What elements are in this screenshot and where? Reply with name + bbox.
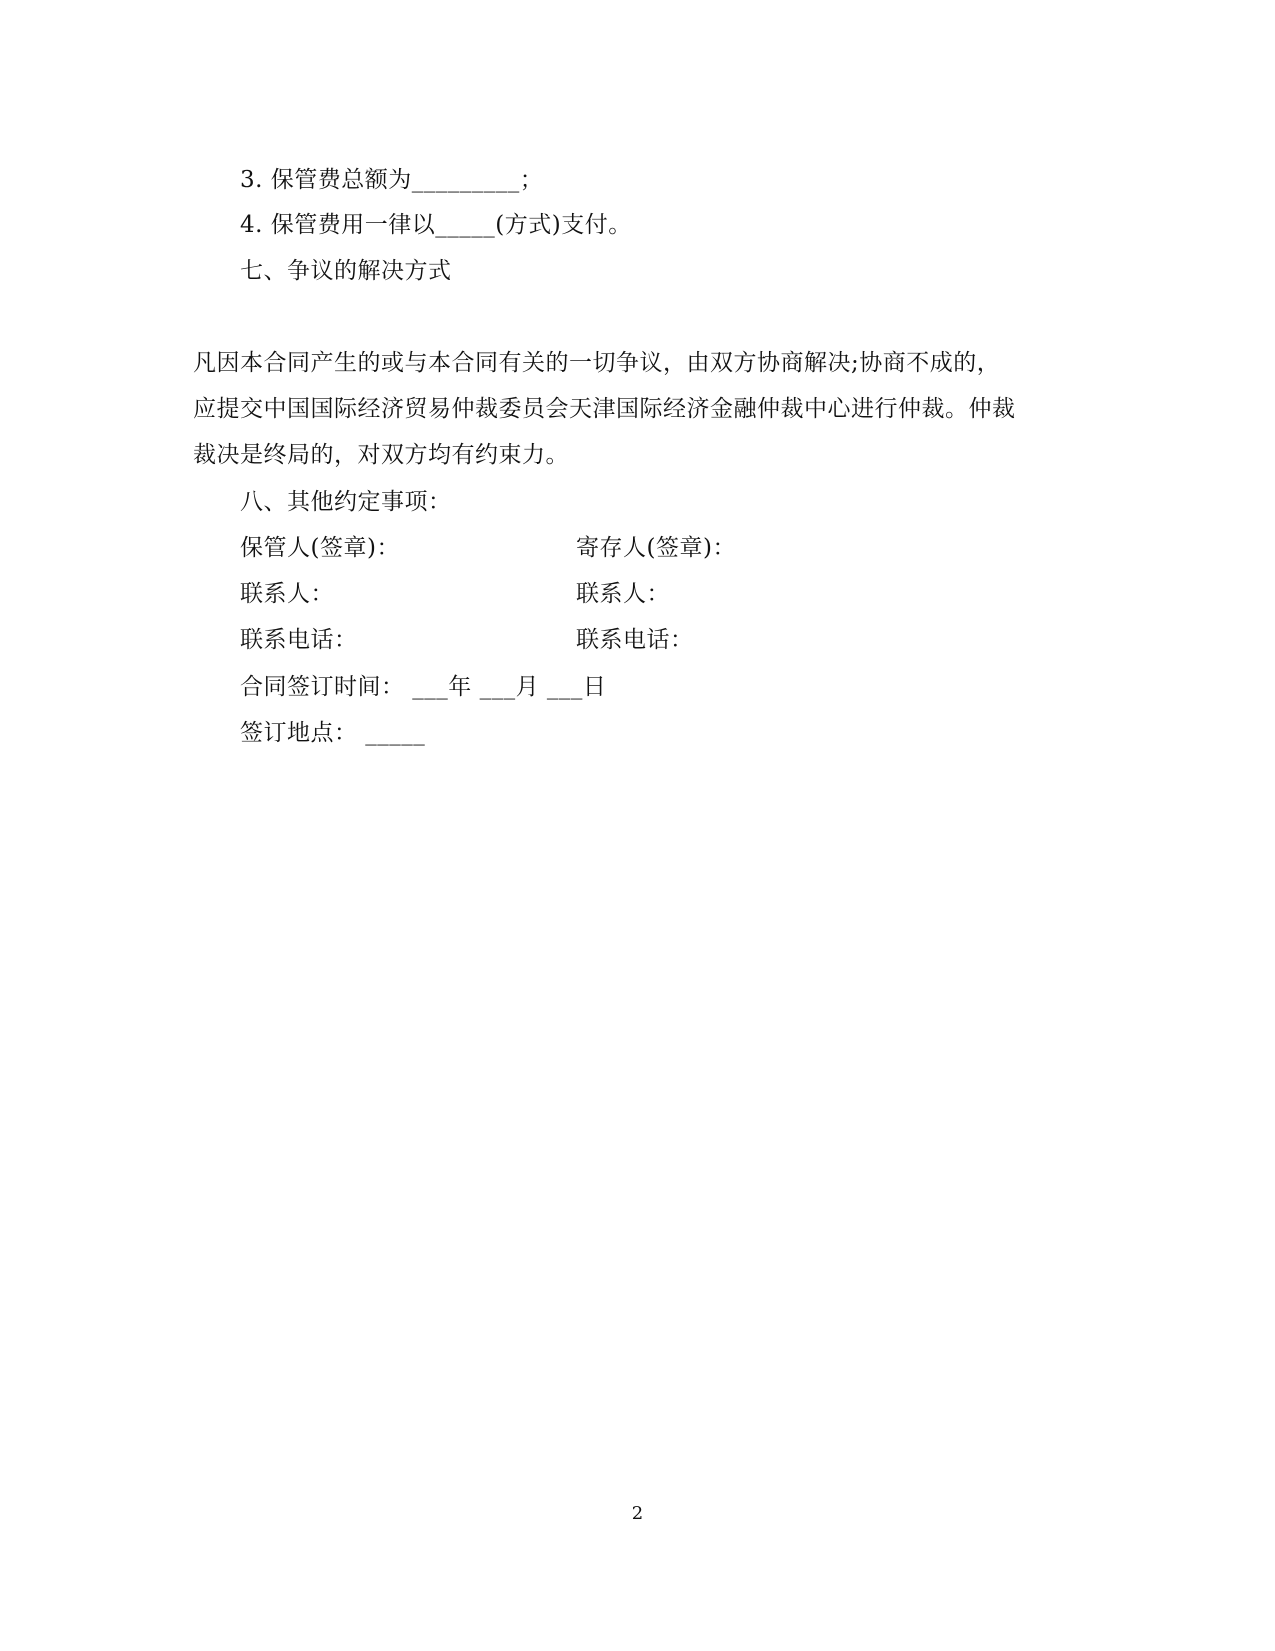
dispute-paragraph-line-1: 凡因本合同产生的或与本合同有关的一切争议，由双方协商解决;协商不成的， xyxy=(193,350,1001,376)
keeper-contact-label: 联系人： xyxy=(240,581,334,607)
section-eight-heading: 八、其他约定事项： xyxy=(240,489,452,515)
dispute-paragraph-line-3: 裁决是终局的，对双方均有约束力。 xyxy=(193,442,569,468)
fee-payment-item: 4. 保管费用一律以_____(方式)支付。 xyxy=(240,212,632,238)
depositor-phone-label: 联系电话： xyxy=(576,627,694,653)
depositor-contact-label: 联系人： xyxy=(576,581,670,607)
fee-total-item: 3. 保管费总额为_________； xyxy=(240,167,544,193)
depositor-signature-label: 寄存人(签章)： xyxy=(576,535,736,561)
sign-place-line: 签订地点： _____ xyxy=(240,720,426,746)
dispute-paragraph-line-2: 应提交中国国际经济贸易仲裁委员会天津国际经济金融仲裁中心进行仲裁。仲裁 xyxy=(193,396,1016,422)
sign-date-line: 合同签订时间： ___年 ___月 ___日 xyxy=(240,674,607,700)
page-number: 2 xyxy=(631,1503,644,1524)
section-seven-heading: 七、争议的解决方式 xyxy=(240,258,452,284)
keeper-signature-label: 保管人(签章)： xyxy=(240,535,400,561)
keeper-phone-label: 联系电话： xyxy=(240,627,358,653)
